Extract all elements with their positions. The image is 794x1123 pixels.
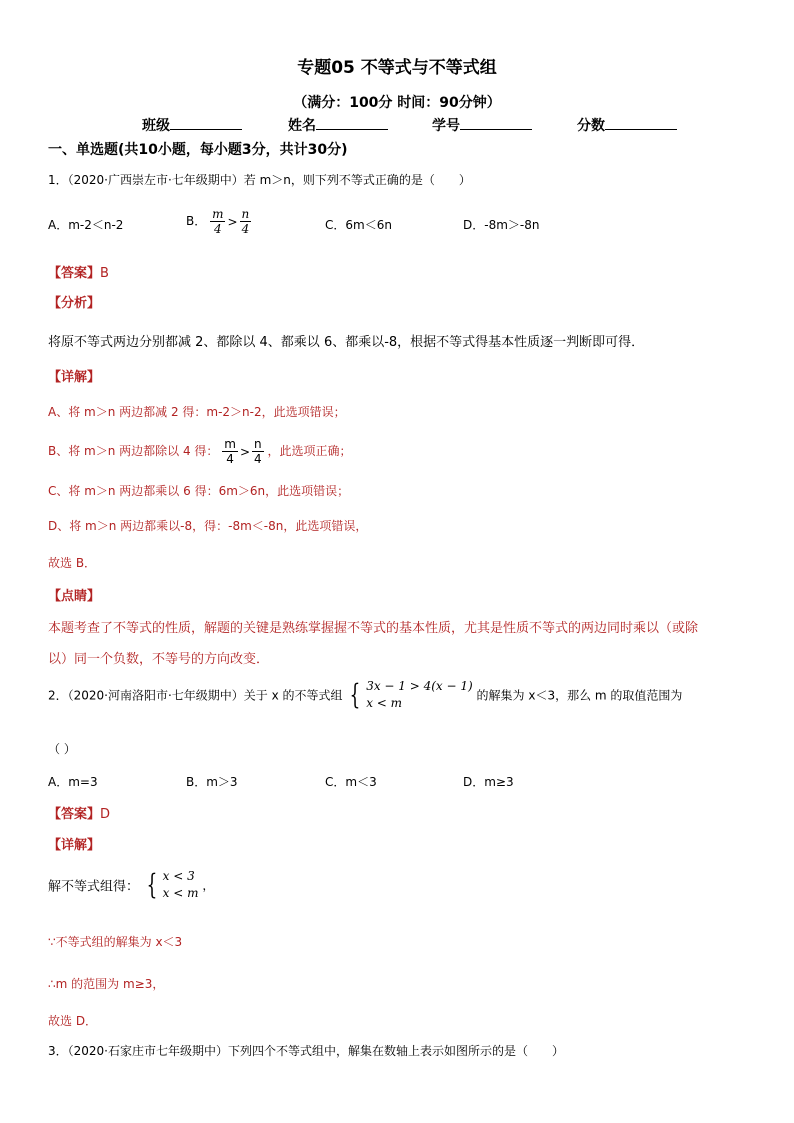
system-line-1: x < 3 [162,869,195,883]
fraction-denominator: 4 [241,222,250,236]
q1-option-b-label: B． [186,214,207,228]
q2-solve-post: ， [202,878,215,893]
q1-detail-d: D、将 m＞n 两边都乘以-8，得：-8m＜-8n，此选项错误， [48,519,368,533]
answer-value: B [100,266,109,281]
system-line-1: 3x − 1 > 4(x − 1) [366,679,473,693]
q1-answer [48,262,109,281]
brace-icon: { [146,868,158,901]
system-line-2: x < m [162,886,199,900]
q3-stem: 3．（2020·石家庄市七年级期中）下列四个不等式组中，解集在数轴上表示如图所示的是（ ） [48,1044,564,1058]
brace-icon: { [349,678,361,711]
number-blank [460,115,532,130]
q2-solve-system [143,868,199,902]
answer-tag: 【答案】 [48,807,101,822]
score-label: 分数 [577,118,605,134]
fraction-operator: > [227,214,238,229]
system-line-2: x < m [366,696,403,710]
q1-stem: 1．（2020·广西崇左市·七年级期中）若 m＞n，则下列不等式正确的是（ ） [48,173,471,187]
name-field [288,115,388,135]
q2-inequality-system [346,678,472,712]
answer-value: D [100,807,111,822]
q1-detail-b-fraction-left [222,437,238,466]
number-label: 学号 [432,118,460,134]
q2-stem [48,678,682,712]
fraction-numerator: m [212,207,224,221]
q2-option-a: A．m=3 [48,775,98,789]
q1-comment-line1: 本题考查了不等式的性质，解题的关键是熟练掌握握不等式的基本性质，尤其是性质不等式的两边同时乘以（或除 [48,621,699,636]
name-blank [316,115,388,130]
q1-detail-c: C、将 m＞n 两边都乘以 6 得：6m＞6n，此选项错误； [48,484,350,498]
answer-tag: 【答案】 [48,266,101,281]
q1-choose: 故选 B． [48,556,97,570]
score-field [577,115,677,135]
q2-option-d: D．m≥3 [463,775,514,789]
q1-detail-a: A、将 m＞n 两边都减 2 得：m-2＞n-2，此选项错误； [48,405,346,419]
fraction-numerator: n [254,437,262,451]
q2-stem-pre: 2．（2020·河南洛阳市·七年级期中）关于 x 的不等式组 [48,688,343,703]
class-blank [170,115,242,130]
q2-stem-cont: （ ） [48,742,76,756]
q2-detail-tag: 【详解】 [48,838,101,853]
q1-comment-line2: 以）同一个负数，不等号的方向改变． [48,652,270,667]
q2-answer [48,803,110,822]
q2-solve-pre: 解不等式组得： [48,879,140,895]
q1-detail-b-post: ，此选项正确； [267,444,352,458]
fraction-numerator: n [241,207,250,221]
q2-option-b: B．m＞3 [186,775,238,789]
fraction-denominator: 4 [213,222,222,236]
q1-comment-tag: 【点睛】 [48,589,101,604]
q2-because: ∵不等式组的解集为 x＜3 [48,935,183,949]
q2-option-c: C．m＜3 [325,775,377,789]
q2-solve [48,868,214,902]
q2-stem-post: 的解集为 x＜3，那么 m 的取值范围为 [476,688,683,703]
class-field [142,115,242,135]
fraction-denominator: 4 [254,452,262,466]
class-label: 班级 [142,118,170,134]
page-title: 专题05 不等式与不等式组 [297,58,497,78]
score-blank [605,115,677,130]
page-subtitle: （满分：100分 时间：90分钟） [293,95,501,111]
q2-choose: 故选 D． [48,1014,98,1028]
fraction-numerator: m [224,437,236,451]
q1-option-b [186,207,251,236]
q1-detail-b-pre: B、将 m＞n 两边都除以 4 得： [48,444,219,458]
q1-option-b-fraction-right [240,207,252,236]
fraction-denominator: 4 [226,452,234,466]
q1-detail-tag: 【详解】 [48,370,101,385]
q1-option-b-fraction-left [210,207,225,236]
q1-option-a: A．m-2＜n-2 [48,218,124,232]
q1-detail-b [48,437,352,466]
q1-analysis-text: 将原不等式两边分别都减 2、都除以 4、都乘以 6、都乘以-8，根据不等式得基本性质逐一判断即可得． [48,335,645,350]
name-label: 姓名 [288,118,316,134]
section-heading: 一、单选题(共10小题，每小题3分，共计30分) [48,142,348,158]
q1-detail-b-fraction-right [252,437,264,466]
q1-option-c: C．6m＜6n [325,218,392,232]
q2-therefore: ∴m 的范围为 m≥3， [48,977,165,991]
q1-option-d: D．-8m＞-8n [463,218,540,232]
number-field [432,115,532,135]
fraction-operator: > [239,444,251,459]
q1-analysis-tag: 【分析】 [48,296,101,311]
